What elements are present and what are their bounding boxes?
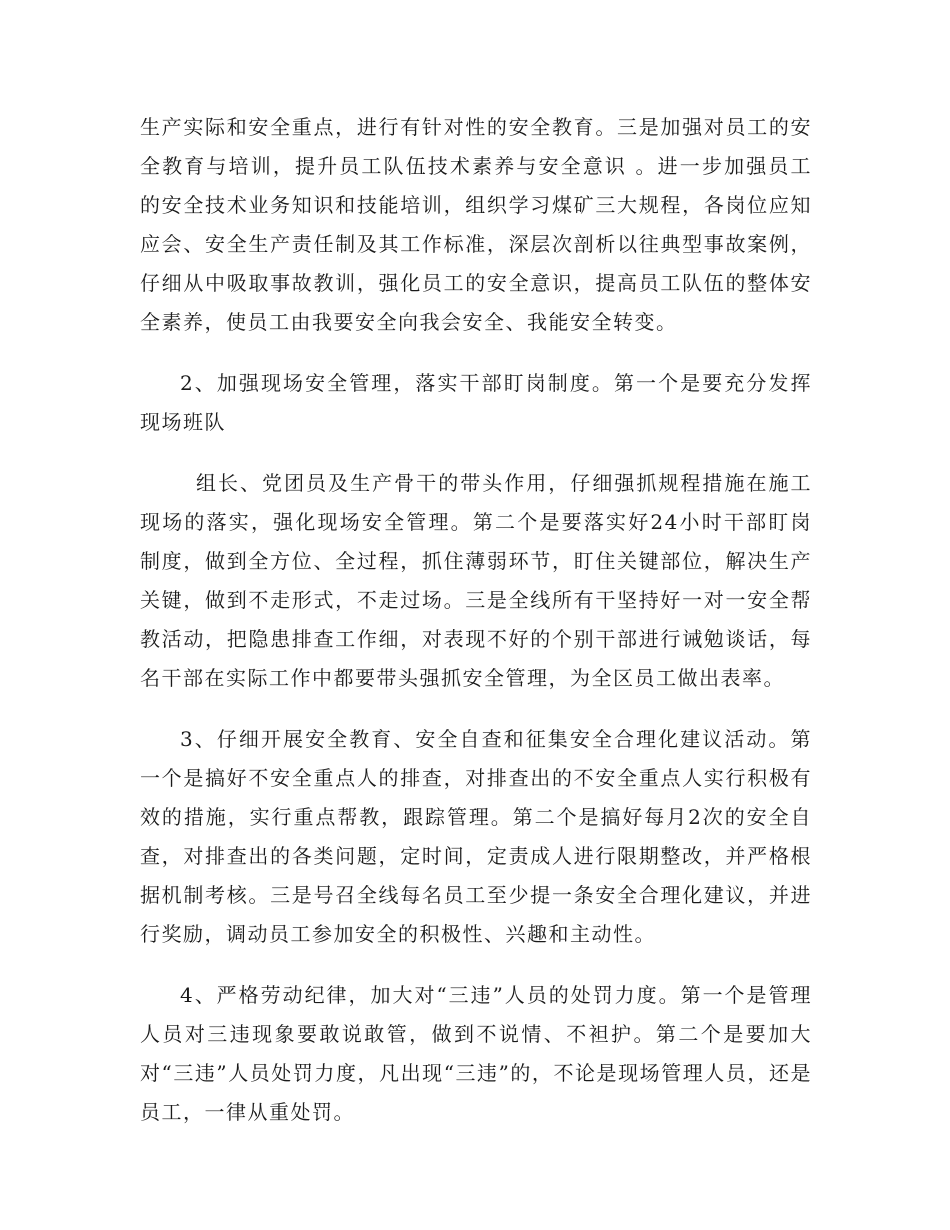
paragraph-item-3: 3、仔细开展安全教育、安全自查和征集安全合理化建议活动。第一个是搞好不安全重点人的排查，对排查出的不安全重点人实行积极有效的措施，实行重点帮教，跟踪管理。第二个是搞好每月2次的安全自查，对排查出的各类问题，定时间，定责成人进行限期整改，并严格根据机制考核。三是号召全线每名员工至少提一条安全合理化建议，并进行奖励，调动员工参加安全的积极性、兴趣和主动性。 — [140, 727, 812, 946]
paragraph-item-2-body: 组长、党团员及生产骨干的带头作用，仔细强抓规程措施在施工现场的落实，强化现场安全管理。第二个是要落实好24小时干部盯岗制度，做到全方位、全过程，抓住薄弱环节，盯住关键部位，解决生产关键，做到不走形式，不走过场。三是全线所有干坚持好一对一安全帮教活动，把隐患排查工作细，对表现不好的个别干部进行诫勉谈话，每名干部在实际工作中都要带头强抓安全管理，为全区员工做出表率。 — [140, 471, 812, 690]
paragraph-item-2-heading: 2、加强现场安全管理，落实干部盯岗制度。第一个是要充分发挥现场班队 — [140, 371, 812, 434]
paragraph-item-4: 4、严格劳动纪律，加大对“三违”人员的处罚力度。第一个是管理人员对三违现象要敢说敢管，做到不说情、不袒护。第二个是要加大对“三违”人员处罚力度，凡出现“三违”的，不论是现场管理人员，还是员工，一律从重处罚。 — [140, 983, 812, 1124]
paragraph-safety-education: 生产实际和安全重点，进行有针对性的安全教育。三是加强对员工的安全教育与培训，提升员工队伍技术素养与安全意识 。进一步加强员工的安全技术业务知识和技能培训，组织学习煤矿三大规程，各岗位应知应会、安全生产责任制及其工作标准，深层次剖析以往典型事故案例，仔细从中吸取事故教训，强化员工的安全意识，提高员工队伍的整体安全素养，使员工由我要安全向我会安全、我能安全转变。 — [140, 115, 812, 334]
document-body — [140, 108, 812, 1132]
